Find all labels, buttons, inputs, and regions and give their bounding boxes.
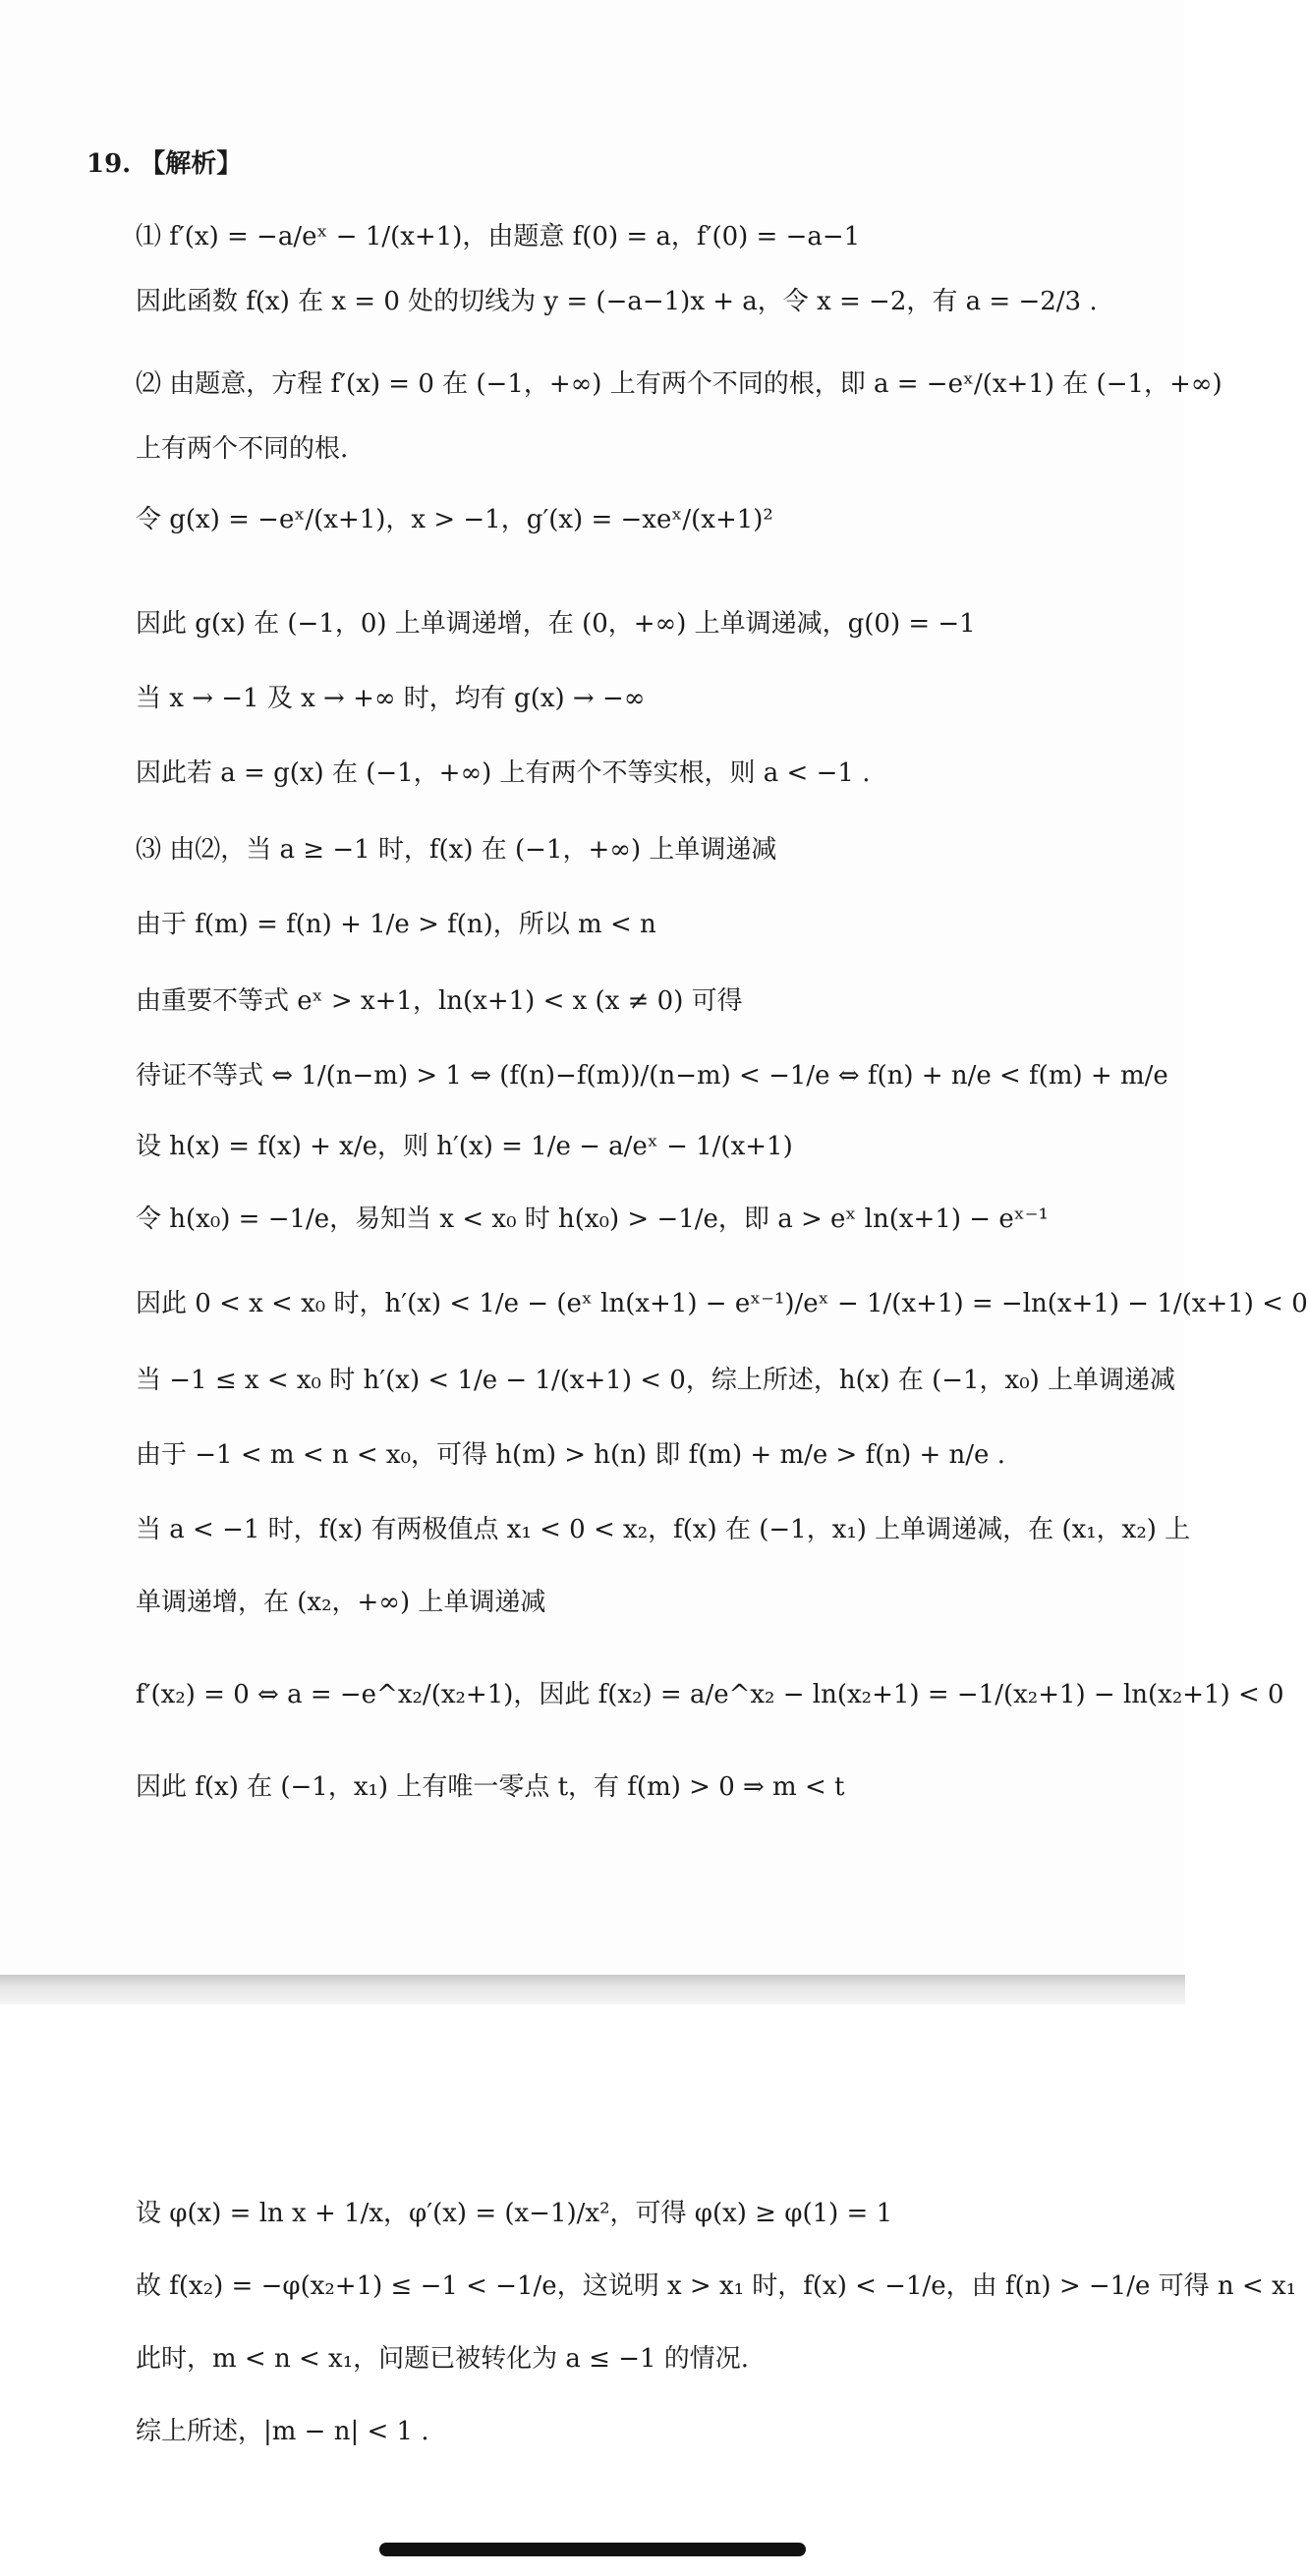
text-line: 由于 f(m) = f(n) + 1/e > f(n)，所以 m < n	[136, 910, 656, 939]
home-indicator[interactable]	[379, 2543, 806, 2556]
text-line: 令 g(x) = −eˣ/(x+1)，x > −1，g′(x) = −xeˣ/(x+1)²	[136, 505, 773, 534]
text-line: f′(x₂) = 0 ⇔ a = −e^x₂/(x₂+1)，因此 f(x₂) = a/e^x₂ − ln(x₂+1) = −1/(x₂+1) − ln(x₂+1) < 0	[136, 1680, 1284, 1709]
problem-heading: 19. 【解析】	[86, 149, 243, 179]
text-line: 待证不等式 ⇔ 1/(n−m) > 1 ⇔ (f(n)−f(m))/(n−m) < −1/e ⇔ f(n) + n/e < f(m) + m/e	[136, 1061, 1168, 1091]
text-line: 因此若 a = g(x) 在 (−1，+∞) 上有两个不等实根，则 a < −1 .	[136, 758, 871, 788]
text-line: 令 h(x₀) = −1/e，易知当 x < x₀ 时 h(x₀) > −1/e，即 a > eˣ ln(x+1) − eˣ⁻¹	[136, 1204, 1049, 1234]
text-line: 当 −1 ≤ x < x₀ 时 h′(x) < 1/e − 1/(x+1) < 0，综上所述，h(x) 在 (−1，x₀) 上单调递减	[136, 1366, 1176, 1395]
text-line: 设 h(x) = f(x) + x/e，则 h′(x) = 1/e − a/eˣ − 1/(x+1)	[136, 1132, 793, 1161]
text-line: 因此 0 < x < x₀ 时，h′(x) < 1/e − (eˣ ln(x+1) − eˣ⁻¹)/eˣ − 1/(x+1) = −ln(x+1) − 1/(x+1) < 0	[136, 1289, 1308, 1318]
text-line: 故 f(x₂) = −φ(x₂+1) ≤ −1 < −1/e，这说明 x > x₁ 时，f(x) < −1/e，由 f(n) > −1/e 可得 n < x₁	[136, 2271, 1297, 2301]
text-line: 由于 −1 < m < n < x₀，可得 h(m) > h(n) 即 f(m) + m/e > f(n) + n/e .	[136, 1440, 1005, 1470]
text-line: ⑵ 由题意，方程 f′(x) = 0 在 (−1，+∞) 上有两个不同的根，即 a = −eˣ/(x+1) 在 (−1，+∞)	[136, 369, 1223, 399]
text-line: 因此函数 f(x) 在 x = 0 处的切线为 y = (−a−1)x + a，令 x = −2，有 a = −2/3 .	[136, 287, 1098, 316]
text-line: 当 x → −1 及 x → +∞ 时，均有 g(x) → −∞	[136, 684, 646, 713]
text-line: 由重要不等式 eˣ > x+1，ln(x+1) < x (x ≠ 0) 可得	[136, 986, 743, 1016]
text-line: 设 φ(x) = ln x + 1/x，φ′(x) = (x−1)/x²，可得 φ(x) ≥ φ(1) = 1	[136, 2199, 893, 2228]
text-line: 此时，m < n < x₁，问题已被转化为 a ≤ −1 的情况.	[136, 2344, 750, 2374]
text-line: 综上所述，|m − n| < 1 .	[136, 2417, 429, 2446]
text-line: 单调递增，在 (x₂，+∞) 上单调递减	[136, 1588, 546, 1617]
text-line: 上有两个不同的根.	[136, 434, 349, 464]
text-line: 因此 g(x) 在 (−1，0) 上单调递增，在 (0，+∞) 上单调递减，g(0) = −1	[136, 609, 976, 639]
text-line: 因此 f(x) 在 (−1，x₁) 上有唯一零点 t，有 f(m) > 0 ⇒ m < t	[136, 1772, 845, 1802]
solution-page-2	[0, 2004, 1297, 2576]
text-line: 当 a < −1 时，f(x) 有两极值点 x₁ < 0 < x₂，f(x) 在 (−1，x₁) 上单调递减，在 (x₁，x₂) 上	[136, 1515, 1191, 1544]
text-line: ⑴ f′(x) = −a/eˣ − 1/(x+1)，由题意 f(0) = a，f′(0) = −a−1	[136, 222, 861, 252]
text-line: ⑶ 由⑵，当 a ≥ −1 时，f(x) 在 (−1，+∞) 上单调递减	[136, 835, 777, 865]
page-divider	[0, 1975, 1185, 2004]
